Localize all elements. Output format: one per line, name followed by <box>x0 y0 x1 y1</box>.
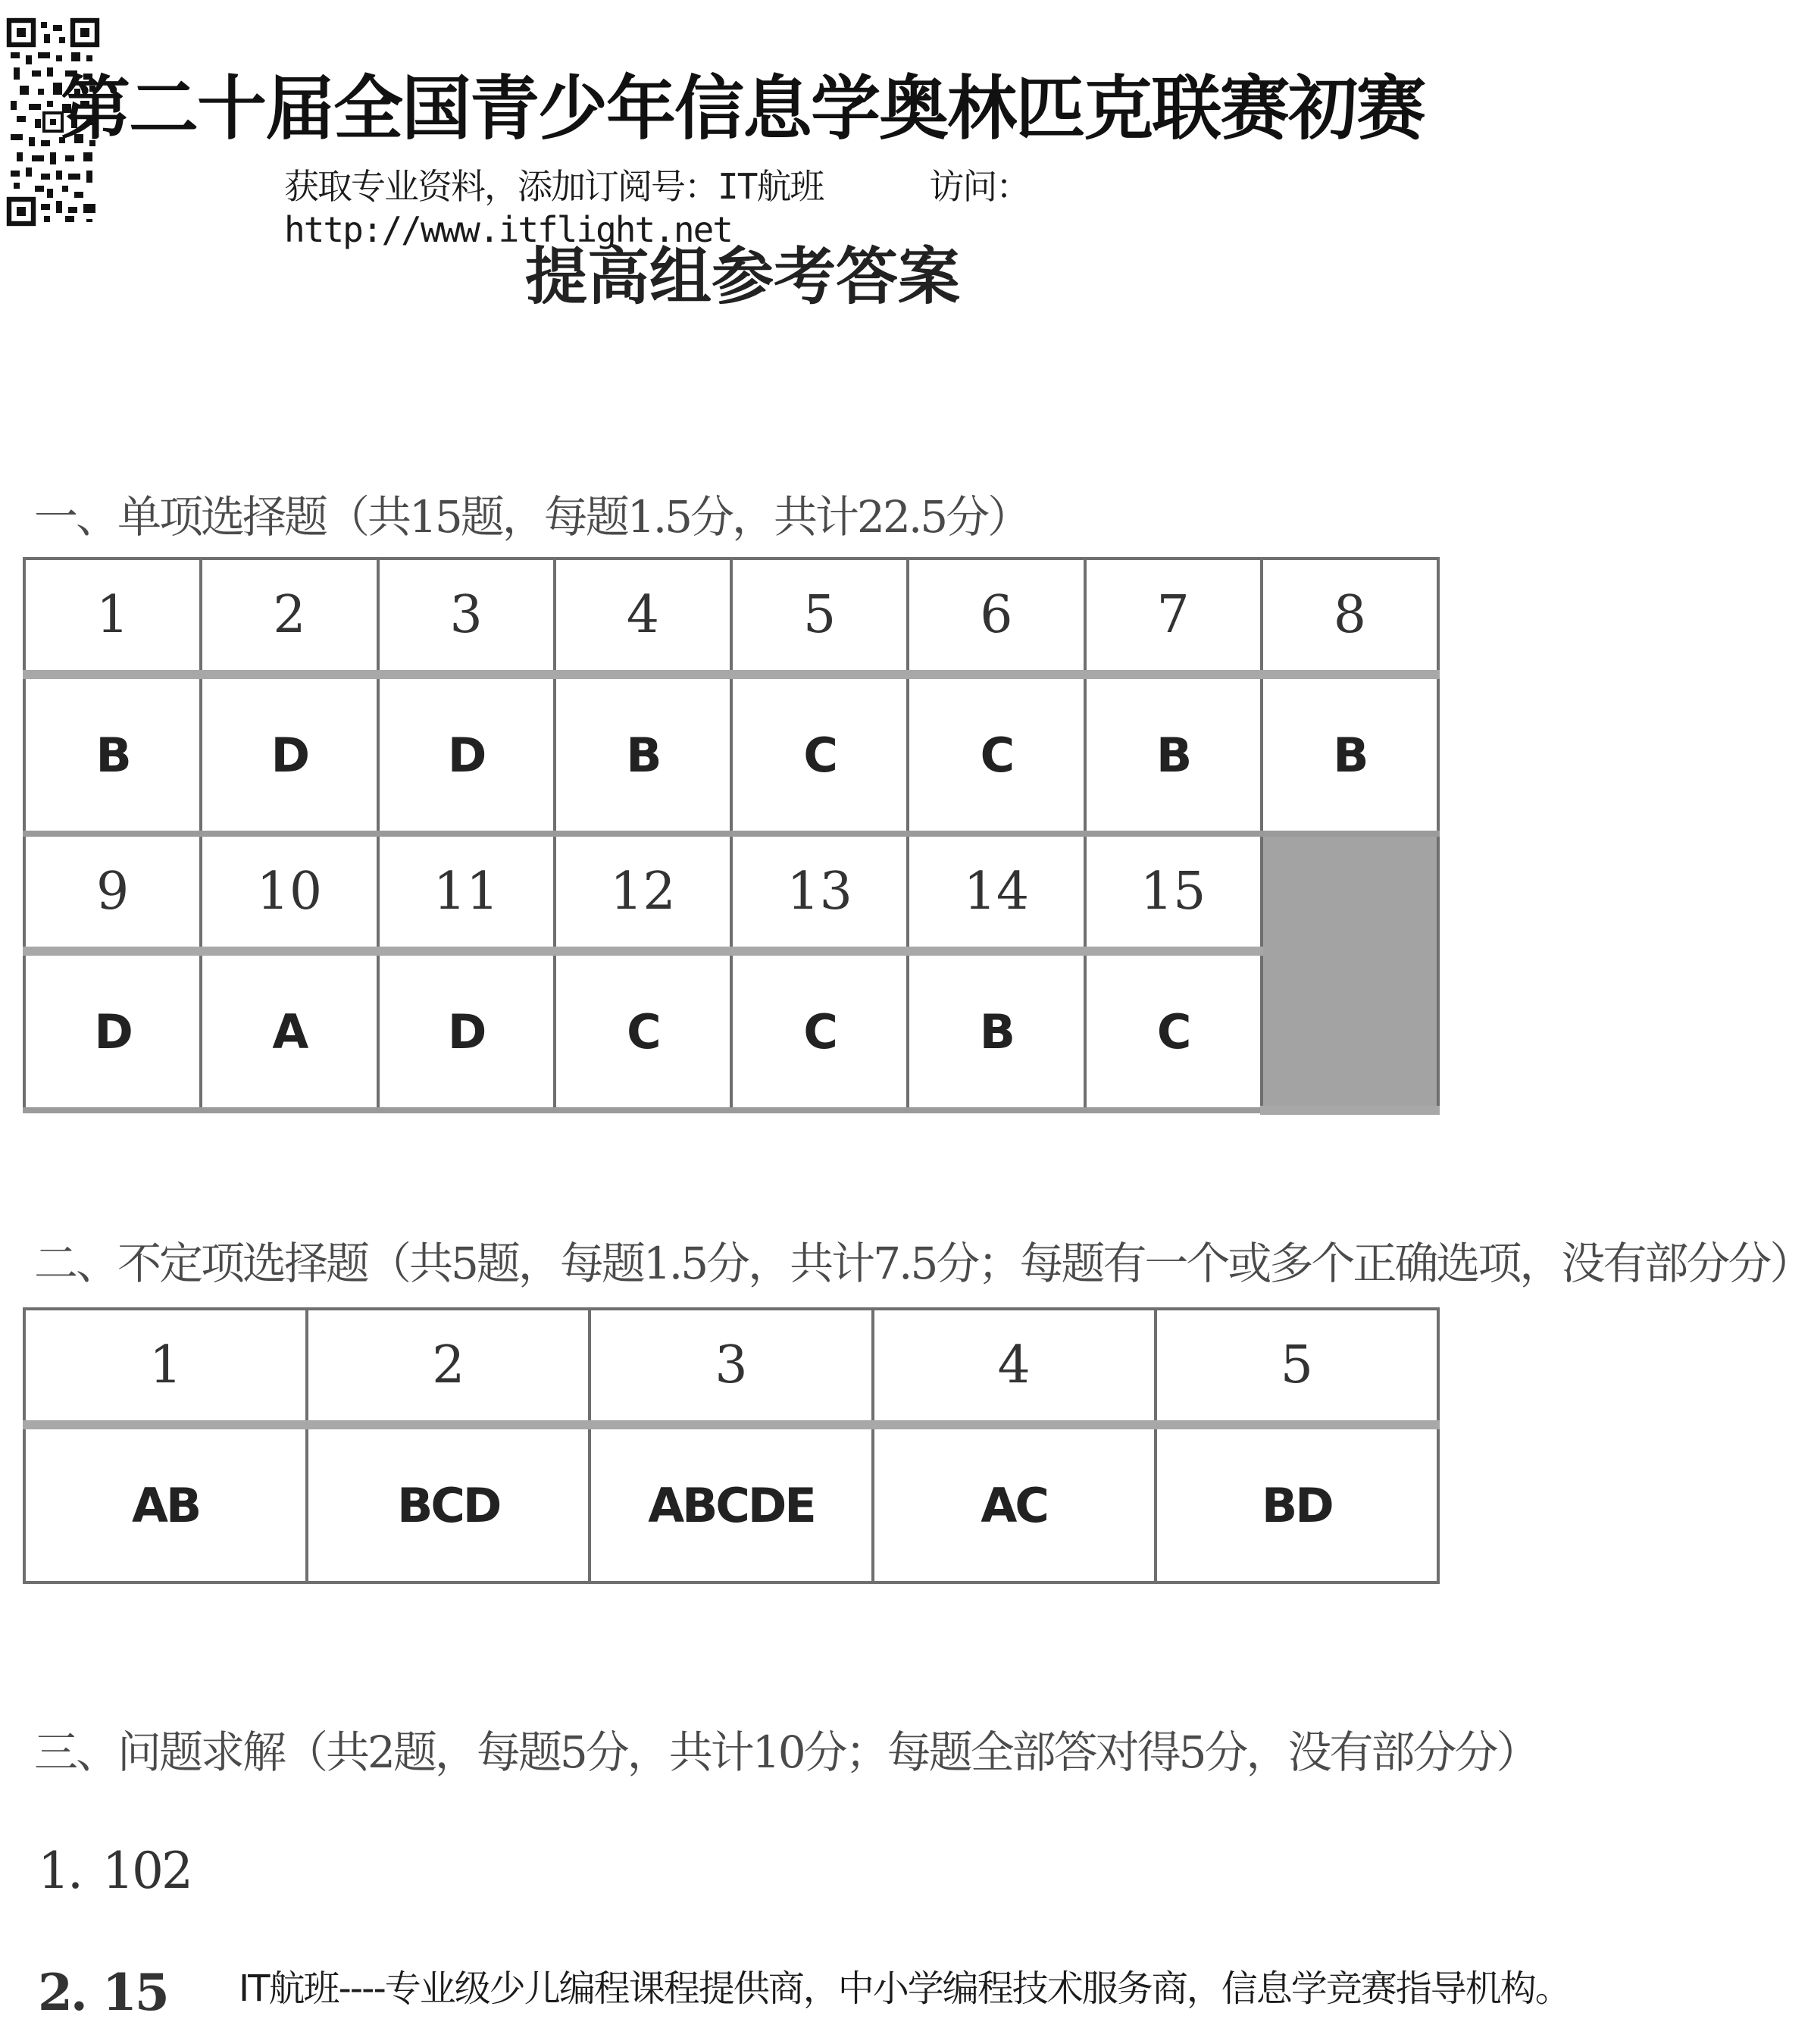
table-row <box>24 559 1438 675</box>
question-number: 10 <box>201 834 377 951</box>
question-number: 14 <box>908 834 1084 951</box>
table-row <box>24 1425 1438 1582</box>
question-number: 2 <box>307 1309 590 1425</box>
answer-index: 2. <box>38 1963 86 2022</box>
promo-text: 获取专业资料，添加订阅号：IT航班 <box>284 166 824 207</box>
answer-cell: C <box>555 951 731 1110</box>
page-title: 第二十届全国青少年信息学奥林匹克联赛初赛 <box>60 67 1425 149</box>
table-row <box>24 834 1438 951</box>
answer-cell: B <box>908 951 1084 1110</box>
question-number: 6 <box>908 559 1084 675</box>
question-number: 1 <box>24 1309 307 1425</box>
answer-cell: C <box>908 675 1084 834</box>
multiple-choice-answer-table <box>23 1307 1440 1584</box>
question-number: 9 <box>24 834 201 951</box>
section2-heading: 二、不定项选择题（共5题，每题1.5分，共计7.5分；每题有一个或多个正确选项，没有部分分） <box>34 1238 1811 1289</box>
question-number: 7 <box>1085 559 1262 675</box>
section3-heading: 三、问题求解（共2题，每题5分，共计10分；每题全部答对得5分，没有部分分） <box>34 1726 1538 1778</box>
answer-cell: B <box>1085 675 1262 834</box>
problem-answer <box>38 1842 191 1900</box>
question-number: 8 <box>1262 559 1438 675</box>
question-number: 4 <box>873 1309 1156 1425</box>
single-choice-answer-table <box>23 557 1440 1115</box>
answer-cell: B <box>1262 675 1438 834</box>
answer-cell: D <box>378 951 555 1110</box>
section1-heading: 一、单项选择题（共15题，每题1.5分，共计22.5分） <box>34 491 1030 543</box>
question-number: 3 <box>590 1309 872 1425</box>
answer-value: 102 <box>102 1842 191 1900</box>
answer-cell: C <box>1085 951 1262 1110</box>
answer-index: 1. <box>38 1842 81 1900</box>
table-row <box>24 1309 1438 1425</box>
visit-link[interactable]: 访问： http://www.itflight.net <box>284 166 1030 250</box>
question-number: 3 <box>378 559 555 675</box>
problem-answer <box>38 1963 167 2022</box>
question-number: 4 <box>555 559 731 675</box>
answer-value: 15 <box>102 1963 167 2022</box>
question-number: 1 <box>24 559 201 675</box>
answer-cell: D <box>201 675 377 834</box>
answer-cell: B <box>24 675 201 834</box>
table-row <box>24 675 1438 834</box>
question-number: 2 <box>201 559 377 675</box>
question-number: 5 <box>1156 1309 1438 1425</box>
question-number: 12 <box>555 834 731 951</box>
answer-cell: A <box>201 951 377 1110</box>
answer-cell: BCD <box>307 1425 590 1582</box>
table-row <box>24 951 1438 1110</box>
answer-cell: C <box>731 675 908 834</box>
answer-cell: C <box>731 951 908 1110</box>
answer-cell: B <box>555 675 731 834</box>
answer-cell: ABCDE <box>590 1425 872 1582</box>
question-number: 13 <box>731 834 908 951</box>
question-number: 15 <box>1085 834 1262 951</box>
answer-cell: D <box>378 675 555 834</box>
empty-shaded-cell <box>1262 834 1438 1110</box>
footer-text: IT航班----专业级少儿编程课程提供商，中小学编程技术服务商，信息学竞赛指导机构。 <box>239 1967 1570 2010</box>
page-subtitle: 提高组参考答案 <box>524 240 960 313</box>
answer-cell: AB <box>24 1425 307 1582</box>
answer-cell: AC <box>873 1425 1156 1582</box>
answer-cell: BD <box>1156 1425 1438 1582</box>
question-number: 5 <box>731 559 908 675</box>
question-number: 11 <box>378 834 555 951</box>
answer-cell: D <box>24 951 201 1110</box>
